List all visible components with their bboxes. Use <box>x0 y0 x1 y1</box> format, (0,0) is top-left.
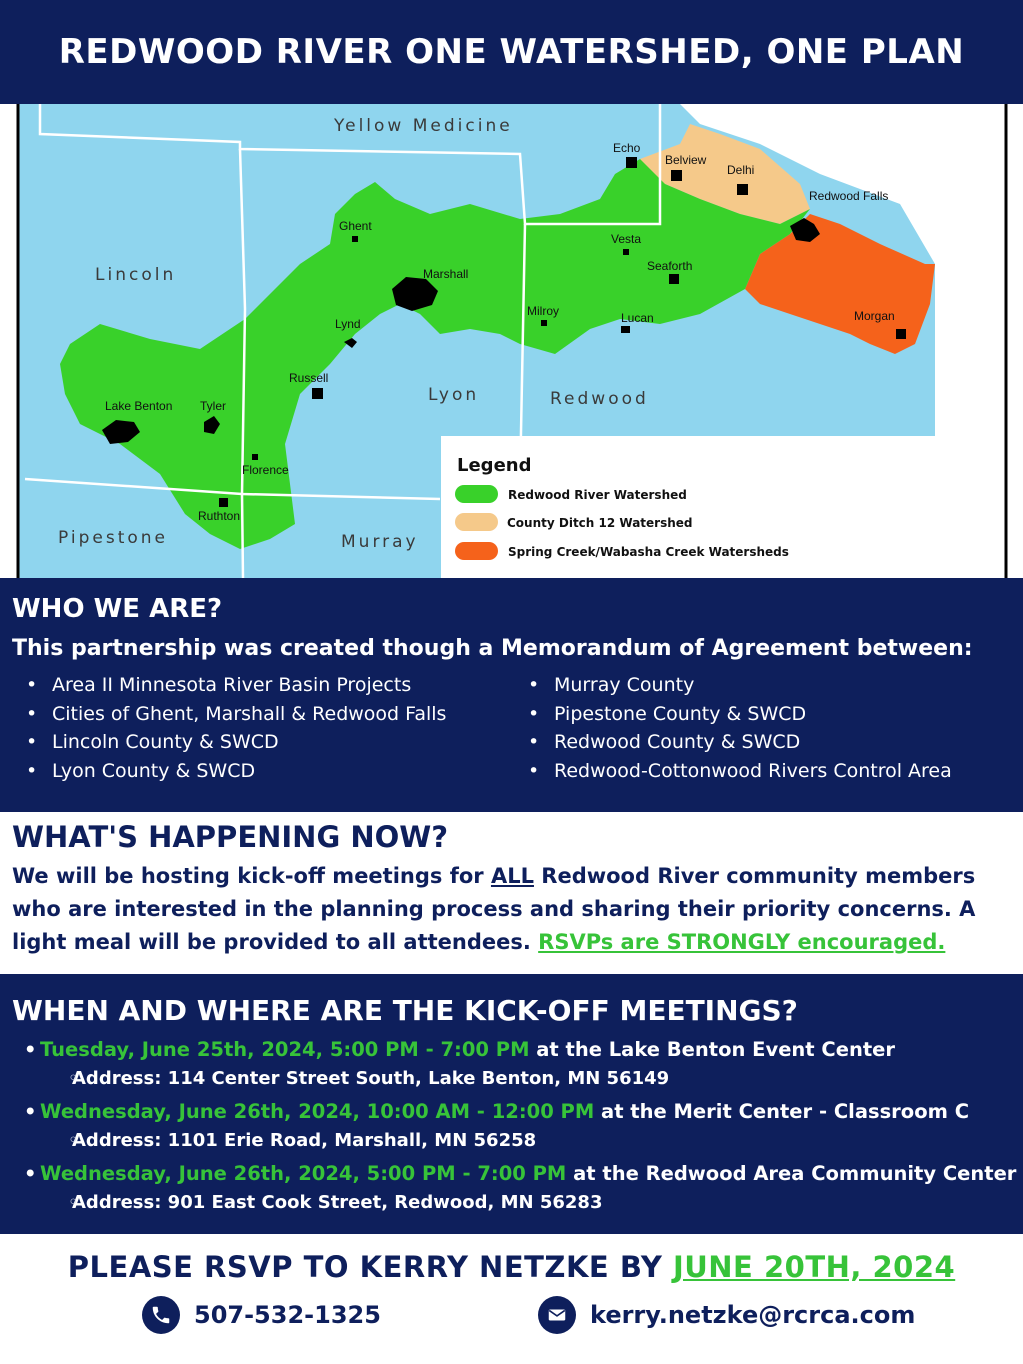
meeting-item <box>12 1035 1011 1093</box>
meeting-time-location: • Tuesday, June 25th, 2024, 5:00 PM - 7:00 PM at the Lake Benton Event Center <box>24 1038 895 1061</box>
page-title: REDWOOD RIVER ONE WATERSHED, ONE PLAN <box>58 32 965 72</box>
partner-item: • Lincoln County & SWCD <box>12 728 514 757</box>
city-label-redwood-falls: Redwood Falls <box>809 189 889 203</box>
meeting-address-text: Address: 1101 Erie Road, Marshall, MN 56258 <box>72 1130 537 1151</box>
city-label-marshall: Marshall <box>423 267 469 281</box>
who-heading: WHO WE ARE? <box>12 594 223 624</box>
header-banner <box>0 0 1023 104</box>
meeting-address <box>12 1188 1011 1217</box>
county-label-lyon: Lyon <box>428 385 480 405</box>
partner-item: • Cities of Ghent, Marshall & Redwood Falls <box>12 700 514 729</box>
meeting-address-text: Address: 114 Center Street South, Lake Benton, MN 56149 <box>72 1068 670 1089</box>
legend-title: Legend <box>457 455 532 476</box>
rsvp-deadline: JUNE 20TH, 2024 <box>672 1250 956 1284</box>
email-contact[interactable] <box>538 1296 915 1334</box>
email-address[interactable]: kerry.netzke@rcrca.com <box>590 1301 916 1329</box>
city-label-lucan: Lucan <box>621 311 654 325</box>
partner-item: • Redwood-Cottonwood Rivers Control Area <box>514 757 952 786</box>
legend-label-redwood: Redwood River Watershed <box>508 488 687 502</box>
county-label-murray: Murray <box>341 532 419 552</box>
whats-happening-section <box>0 812 1023 974</box>
partner-list-left <box>12 671 514 785</box>
city-label-morgan: Morgan <box>854 309 895 323</box>
county-label-redwood: Redwood <box>550 389 649 409</box>
rsvp-encouraged-link[interactable]: RSVPs are STRONGLY encouraged. <box>538 930 946 954</box>
partner-item: • Lyon County & SWCD <box>12 757 514 786</box>
email-icon <box>538 1296 576 1334</box>
city-label-lake-benton: Lake Benton <box>105 399 173 413</box>
legend-swatch-spring <box>455 542 498 560</box>
city-label-seaforth: Seaforth <box>647 259 693 273</box>
happening-text <box>12 860 1011 959</box>
meetings-section <box>0 974 1023 1234</box>
phone-icon <box>142 1296 180 1334</box>
meeting-where: at the Lake Benton Event Center <box>529 1038 895 1061</box>
city-label-florence: Florence <box>242 463 289 477</box>
city-label-tyler: Tyler <box>200 399 227 413</box>
partner-list <box>12 671 1011 785</box>
meeting-time-location: • Wednesday, June 26th, 2024, 5:00 PM - 7:00 PM at the Redwood Area Community Center <box>24 1162 1017 1185</box>
happening-all-emphasis: ALL <box>490 864 534 888</box>
rsvp-section <box>0 1234 1023 1364</box>
county-label-lincoln: Lincoln <box>95 265 177 285</box>
meeting-when: Tuesday, June 25th, 2024, 5:00 PM - 7:00 PM <box>40 1038 530 1061</box>
partner-item: • Pipestone County & SWCD <box>514 700 952 729</box>
county-label-pipestone: Pipestone <box>58 528 169 548</box>
legend-swatch-redwood <box>455 485 498 503</box>
rsvp-text: PLEASE RSVP TO KERRY NETZKE BY <box>67 1250 673 1284</box>
city-label-milroy: Milroy <box>527 304 559 318</box>
meeting-where: at the Redwood Area Community Center <box>566 1162 1017 1185</box>
map-graphic <box>0 104 1023 578</box>
city-label-lynd: Lynd <box>335 317 361 331</box>
city-label-ghent: Ghent <box>339 219 372 233</box>
happening-heading: WHAT'S HAPPENING NOW? <box>12 820 449 854</box>
city-label-belview: Belview <box>665 153 707 167</box>
partner-item: • Murray County <box>514 671 952 700</box>
partner-item: • Area II Minnesota River Basin Projects <box>12 671 514 700</box>
who-we-are-section <box>0 578 1023 812</box>
rsvp-title <box>0 1250 1023 1284</box>
who-intro: This partnership was created though a Memorandum of Agreement between: <box>12 636 973 661</box>
phone-contact[interactable] <box>142 1296 381 1334</box>
meeting-time-location: • Wednesday, June 26th, 2024, 10:00 AM - 12:00 PM at the Merit Center - Classroom C <box>24 1100 970 1123</box>
meeting-item <box>12 1159 1017 1217</box>
city-label-echo: Echo <box>613 141 641 155</box>
meeting-where: at the Merit Center - Classroom C <box>594 1100 970 1123</box>
city-label-russell: Russell <box>289 371 329 385</box>
meeting-address <box>12 1126 1011 1155</box>
happening-text-part: We will be hosting kick-off meetings for <box>12 864 491 888</box>
happening-text-part: Redwood River community members who are interested in the planning process and sharing their priority concerns. A light meal will be provided to all attendees. <box>12 864 976 954</box>
meetings-heading: WHEN AND WHERE ARE THE KICK-OFF MEETINGS? <box>12 994 798 1027</box>
city-label-delhi: Delhi <box>727 163 755 177</box>
partner-list-right <box>514 671 952 785</box>
legend-label-ditch: County Ditch 12 Watershed <box>507 516 693 530</box>
city-label-vesta: Vesta <box>611 232 642 246</box>
phone-number[interactable]: 507-532-1325 <box>194 1301 381 1329</box>
city-label-ruthton: Ruthton <box>198 509 241 523</box>
meeting-when: Wednesday, June 26th, 2024, 5:00 PM - 7:00 PM <box>40 1162 567 1185</box>
watershed-map <box>0 104 1023 578</box>
legend-swatch-ditch <box>455 513 498 531</box>
meeting-when: Wednesday, June 26th, 2024, 10:00 AM - 12:00 PM <box>40 1100 595 1123</box>
meeting-item <box>12 1097 1011 1155</box>
map-legend <box>441 436 1003 578</box>
county-label-yellow-medicine: Yellow Medicine <box>334 116 513 136</box>
legend-label-spring: Spring Creek/Wabasha Creek Watersheds <box>508 545 789 559</box>
meeting-address <box>12 1064 1011 1093</box>
meeting-address-text: Address: 901 East Cook Street, Redwood, MN 56283 <box>72 1192 603 1213</box>
partner-item: • Redwood County & SWCD <box>514 728 952 757</box>
